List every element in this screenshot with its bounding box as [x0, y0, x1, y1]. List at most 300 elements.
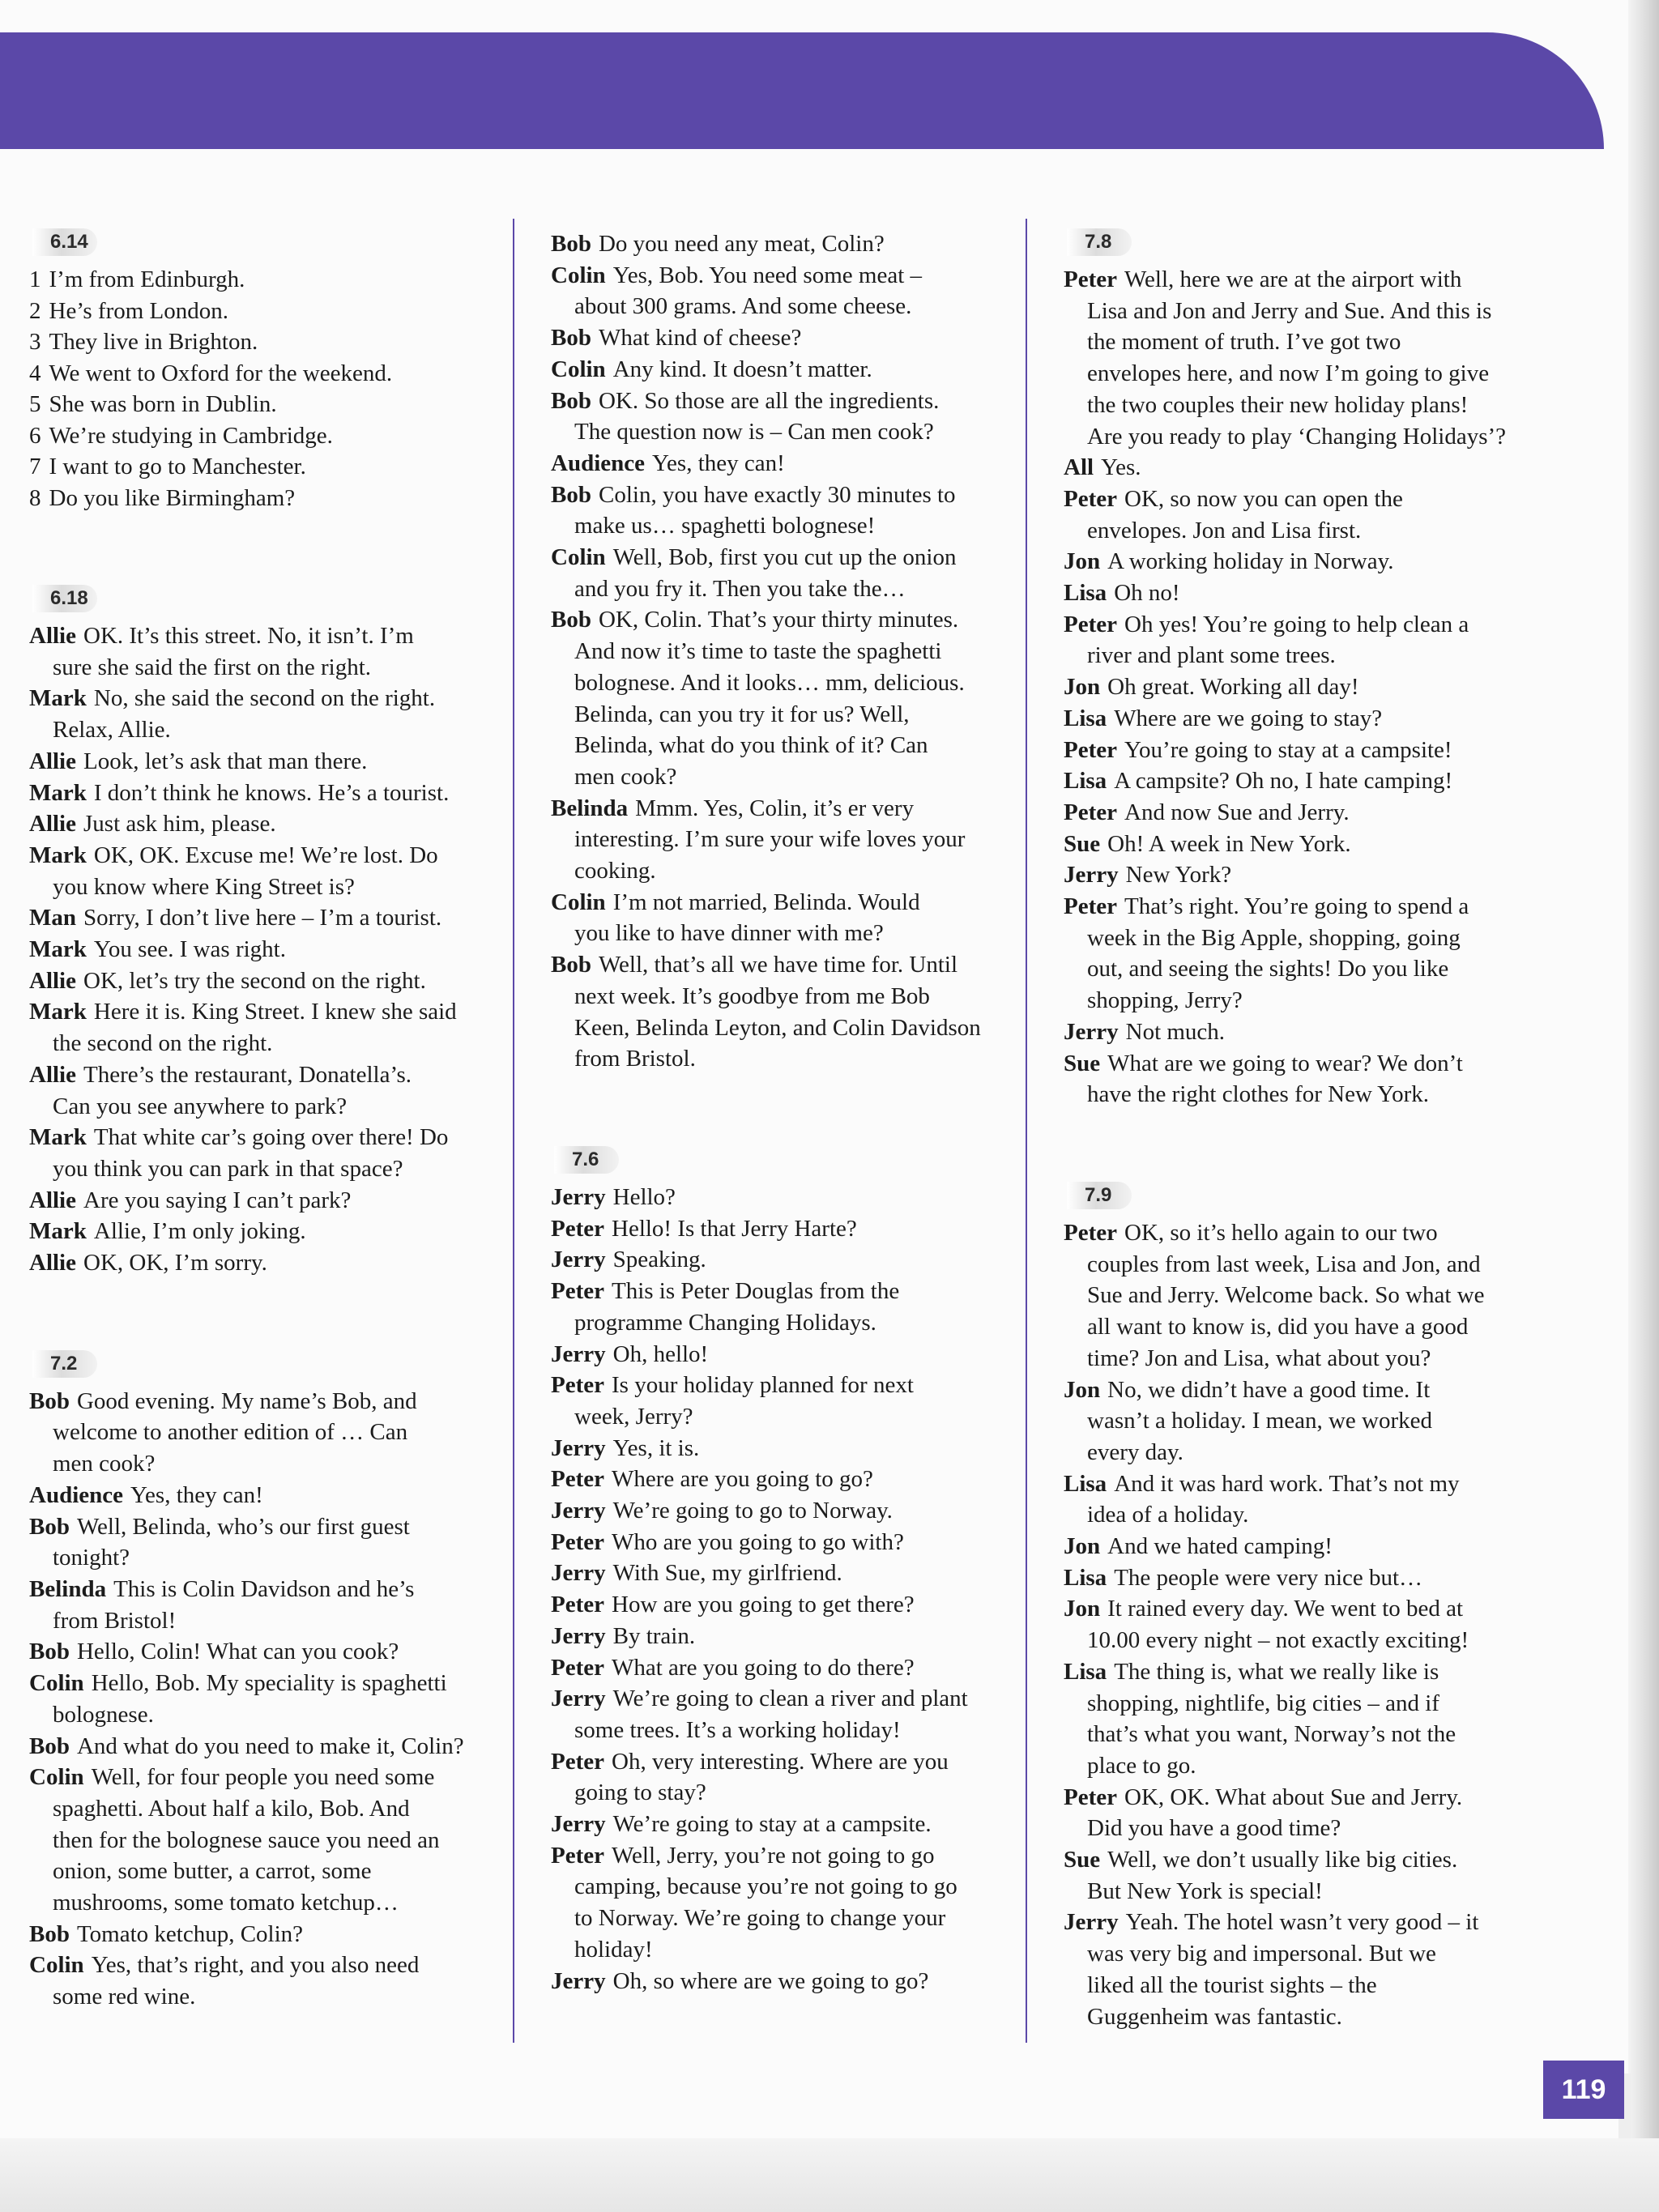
speaker-name: Peter [1064, 736, 1117, 763]
speaker-name: Allie [29, 811, 76, 837]
dialogue-text: place to go. [1087, 1752, 1196, 1779]
dialogue-text: Lisa and Jon and Jerry and Sue. And this is [1087, 297, 1492, 324]
dialogue-line [29, 1731, 515, 1762]
dialogue-line [29, 1793, 515, 1825]
dialogue-text: Oh yes! You’re going to help clean a [1124, 611, 1469, 637]
sentence-number: 1 [29, 266, 41, 292]
dialogue-line [551, 479, 1037, 511]
dialogue-text: OK, OK. Excuse me! We’re lost. Do [93, 842, 438, 868]
dialogue-line [29, 1059, 515, 1091]
dialogue-text: A campsite? Oh no, I hate camping! [1114, 768, 1453, 795]
dialogue-line [551, 1715, 1037, 1746]
dialogue-text: I don’t think he knows. He’s a tourist. [93, 779, 450, 806]
speaker-name: Mark [29, 936, 87, 963]
dialogue-text: you think you can park in that space? [53, 1155, 403, 1182]
dialogue-line [551, 322, 1037, 354]
dialogue-text: Are you saying I can’t park? [83, 1187, 352, 1213]
dialogue-line [1064, 1048, 1550, 1080]
dialogue-text: programme Changing Holidays. [574, 1309, 876, 1336]
sentence-text: Do you like Birmingham? [49, 484, 296, 511]
dialogue-line [1064, 797, 1550, 829]
dialogue-text: We’re going to clean a river and plant [612, 1686, 968, 1712]
dialogue-line [551, 1182, 1037, 1213]
dialogue-line [551, 573, 1037, 605]
speaker-name: Jon [1064, 548, 1101, 575]
speaker-name: Colin [551, 889, 606, 915]
dialogue-line [1064, 421, 1550, 453]
recording-number: 7.9 [1067, 1182, 1132, 1209]
dialogue-line [551, 1043, 1037, 1075]
column-1 [29, 228, 515, 2084]
speaker-name: Mark [29, 999, 87, 1025]
dialogue-text: What are we going to wear? We don’t [1107, 1050, 1463, 1076]
dialogue-text: Can you see anywhere to park? [53, 1093, 348, 1119]
speaker-name: Jerry [1064, 862, 1119, 889]
dialogue-line [551, 1495, 1037, 1527]
dialogue-text: Look, let’s ask that man there. [83, 748, 368, 774]
dialogue-text: make us… spaghetti bolognese! [574, 513, 876, 539]
dialogue-line [1064, 1531, 1550, 1562]
dialogue-text: the moment of truth. I’ve got two [1087, 329, 1401, 356]
sentence-text: I’m from Edinburgh. [49, 266, 245, 292]
speaker-name: All [1064, 454, 1094, 481]
dialogue-line [1064, 1311, 1550, 1343]
dialogue-line [1064, 1405, 1550, 1437]
dialogue-line [551, 291, 1037, 322]
dialogue-line [551, 228, 1037, 260]
dialogue-text: OK, OK, I’m sorry. [83, 1250, 267, 1276]
dialogue-text: bolognese. [53, 1701, 154, 1728]
dialogue-line [29, 652, 515, 684]
dialogue-line [29, 1185, 515, 1217]
dialogue-text: Colin, you have exactly 30 minutes to [598, 481, 956, 508]
speaker-name: Jerry [551, 1622, 606, 1649]
dialogue-line [1064, 923, 1550, 954]
dialogue-text: What kind of cheese? [598, 325, 802, 352]
dialogue-text: idea of a holiday. [1087, 1502, 1249, 1528]
dialogue-text: going to stay? [574, 1779, 706, 1806]
speaker-name: Colin [29, 1764, 84, 1791]
dialogue-text: I’m not married, Belinda. Would [612, 889, 920, 915]
dialogue-text: Yes, they can! [130, 1481, 263, 1508]
dialogue-line [29, 808, 515, 840]
dialogue-text: With Sue, my girlfriend. [612, 1560, 842, 1587]
dialogue-line [29, 1417, 515, 1448]
speaker-name: Peter [551, 1466, 604, 1493]
dialogue-text: Well, Jerry, you’re not going to go [612, 1842, 935, 1869]
dialogue-text: And it was hard work. That’s not my [1114, 1470, 1460, 1497]
dialogue-line [29, 1825, 515, 1856]
dialogue-text: But New York is special! [1087, 1877, 1323, 1904]
speaker-name: Bob [29, 1733, 70, 1759]
dialogue-line [551, 510, 1037, 542]
dialogue-text: week in the Big Apple, shopping, going [1087, 924, 1461, 951]
dialogue-text: The question now is – Can men cook? [574, 419, 934, 445]
dialogue-text: That white car’s going over there! Do [93, 1124, 449, 1151]
sentence-number: 4 [29, 360, 41, 386]
dialogue-line [551, 761, 1037, 793]
dialogue-line [1064, 1844, 1550, 1876]
speaker-name: Bob [551, 231, 591, 257]
speaker-name: Allie [29, 1250, 76, 1276]
dialogue-line [551, 855, 1037, 887]
dialogue-line [551, 981, 1037, 1012]
dialogue-line [551, 918, 1037, 949]
dialogue-text: out, and seeing the sights! Do you like [1087, 956, 1449, 982]
dialogue-text: all want to know is, did you have a good [1087, 1314, 1469, 1340]
numbered-sentence [29, 358, 515, 390]
dialogue-text: By train. [612, 1622, 696, 1649]
dialogue-text: Oh! A week in New York. [1107, 830, 1351, 857]
speaker-name: Colin [551, 356, 606, 382]
dialogue-text: and you fry it. Then you take the… [574, 575, 906, 602]
dialogue-text: Well, here we are at the airport with [1124, 266, 1462, 292]
dialogue-line [29, 778, 515, 809]
dialogue-line [29, 965, 515, 997]
dialogue-text: We’re going to go to Norway. [612, 1498, 893, 1524]
dialogue-text: Oh no! [1114, 580, 1180, 607]
dialogue-line [551, 1464, 1037, 1495]
dialogue-line [1064, 1876, 1550, 1907]
speaker-name: Peter [1064, 485, 1117, 512]
dialogue-line [551, 636, 1037, 667]
dialogue-text: This is Colin Davidson and he’s [113, 1575, 415, 1602]
dialogue-text: couples from last week, Lisa and Jon, and [1087, 1251, 1481, 1277]
dialogue-text: Yes. [1101, 454, 1141, 481]
speaker-name: Lisa [1064, 580, 1107, 607]
dialogue-text: Relax, Allie. [53, 717, 171, 744]
numbered-sentence [29, 326, 515, 358]
dialogue-line [1064, 829, 1550, 860]
dialogue-text: Belinda, what do you think of it? Can [574, 732, 928, 759]
dialogue-text: Belinda, can you try it for us? Well, [574, 701, 910, 727]
dialogue-line [29, 1028, 515, 1059]
dialogue-line [551, 1527, 1037, 1558]
dialogue-line [551, 1433, 1037, 1464]
dialogue-line [1064, 546, 1550, 578]
dialogue-text: about 300 grams. And some cheese. [574, 293, 912, 320]
dialogue-line [29, 1919, 515, 1950]
dialogue-text: Any kind. It doesn’t matter. [612, 356, 872, 382]
dialogue-line [551, 699, 1037, 731]
dialogue-text: OK, OK. What about Sue and Jerry. [1124, 1784, 1463, 1810]
dialogue-text: The thing is, what we really like is [1114, 1658, 1439, 1685]
dialogue-line [551, 1401, 1037, 1433]
speaker-name: Man [29, 905, 76, 931]
speaker-name: Bob [551, 607, 591, 633]
speaker-name: Sue [1064, 1050, 1101, 1076]
speaker-name: Jerry [551, 1498, 606, 1524]
dialogue-line [29, 620, 515, 652]
speaker-name: Mark [29, 685, 87, 712]
dialogue-line [29, 1981, 515, 2013]
dialogue-text: was very big and impersonal. But we [1087, 1941, 1436, 1967]
dialogue-line [551, 1903, 1037, 1934]
dialogue-text: Who are you going to go with? [612, 1528, 904, 1555]
numbered-sentence [29, 389, 515, 420]
dialogue-line [1064, 1782, 1550, 1813]
dialogue-line [1064, 578, 1550, 609]
dialogue-text: A working holiday in Norway. [1107, 548, 1394, 575]
speaker-name: Peter [1064, 266, 1117, 292]
dialogue-text: then for the bolognese sauce you need an [53, 1826, 440, 1853]
dialogue-line [29, 1856, 515, 1887]
dialogue-text: some trees. It’s a working holiday! [574, 1716, 901, 1743]
dialogue-text: shopping, nightlife, big cities – and if [1087, 1690, 1439, 1716]
speaker-name: Bob [29, 1920, 70, 1947]
speaker-name: Mark [29, 1124, 87, 1151]
dialogue-line [551, 1244, 1037, 1276]
dialogue-text: OK. So those are all the ingredients. [598, 387, 940, 414]
dialogue-text: envelopes. Jon and Lisa first. [1087, 517, 1362, 543]
dialogue-line [1064, 1813, 1550, 1844]
dialogue-line [551, 667, 1037, 699]
dialogue-text: liked all the tourist sights – the [1087, 1971, 1377, 1998]
dialogue-text: to Norway. We’re going to change your [574, 1905, 946, 1932]
speaker-name: Jerry [551, 1811, 606, 1838]
dialogue-line [551, 1558, 1037, 1589]
dialogue-text: the second on the right. [53, 1030, 273, 1057]
dialogue-line [29, 1574, 515, 1605]
dialogue-text: sure she said the first on the right. [53, 654, 372, 680]
dialogue-line [1064, 2001, 1550, 2033]
dialogue-text: spaghetti. About half a kilo, Bob. And [53, 1795, 410, 1822]
numbered-sentence [29, 420, 515, 452]
dialogue-line [29, 1153, 515, 1185]
dialogue-text: Yeah. The hotel wasn’t very good – it [1125, 1909, 1479, 1936]
speaker-name: Audience [29, 1481, 123, 1508]
speaker-name: Allie [29, 967, 76, 994]
dialogue-text: Good evening. My name’s Bob, and [76, 1387, 417, 1414]
sentence-text: We’re studying in Cambridge. [49, 422, 333, 449]
dialogue-text: 10.00 every night – not exactly exciting! [1087, 1627, 1469, 1654]
dialogue-text: Yes, they can! [652, 450, 785, 476]
dialogue-line [551, 1012, 1037, 1044]
dialogue-line [29, 746, 515, 778]
dialogue-line [1064, 1938, 1550, 1970]
dialogue-text: you like to have dinner with me? [574, 920, 884, 947]
dialogue-text: Yes, Bob. You need some meat – [612, 262, 923, 288]
dialogue-line [551, 1777, 1037, 1809]
dialogue-line [1064, 1437, 1550, 1468]
dialogue-line [551, 793, 1037, 825]
speaker-name: Allie [29, 623, 76, 649]
sentence-number: 6 [29, 422, 41, 449]
dialogue-text: camping, because you’re not going to go [574, 1873, 957, 1900]
speaker-name: Mark [29, 842, 87, 868]
dialogue-text: That’s right. You’re going to spend a [1124, 893, 1469, 920]
dialogue-text: bolognese. And it looks… mm, delicious. [574, 669, 965, 696]
speaker-name: Colin [29, 1670, 84, 1697]
speaker-name: Peter [551, 1592, 604, 1618]
dialogue-line [1064, 1499, 1550, 1531]
dialogue-text: Well, that’s all we have time for. Until [598, 952, 958, 978]
dialogue-text: holiday! [574, 1936, 653, 1963]
dialogue-text: The people were very nice but… [1114, 1564, 1423, 1591]
dialogue-line [551, 1589, 1037, 1621]
dialogue-line [1064, 1719, 1550, 1750]
dialogue-text: Well, we don’t usually like big cities. [1107, 1847, 1458, 1873]
dialogue-line [551, 1370, 1037, 1401]
dialogue-text: OK, so it’s hello again to our two [1124, 1219, 1438, 1246]
speaker-name: Lisa [1064, 705, 1107, 731]
dialogue-line [29, 1122, 515, 1153]
dialogue-text: Well, for four people you need some [91, 1764, 435, 1791]
speaker-name: Jerry [551, 1434, 606, 1461]
dialogue-line [29, 1511, 515, 1543]
dialogue-line [1064, 1688, 1550, 1720]
dialogue-line [551, 1934, 1037, 1966]
speaker-name: Jerry [551, 1686, 606, 1712]
header-band [0, 32, 1604, 149]
dialogue-line [29, 1636, 515, 1668]
dialogue-line [1064, 859, 1550, 891]
dialogue-text: wasn’t a holiday. I mean, we worked [1087, 1408, 1433, 1434]
dialogue-text: We’re going to stay at a campsite. [612, 1811, 932, 1838]
dialogue-line [551, 1213, 1037, 1245]
dialogue-text: This is Peter Douglas from the [612, 1278, 900, 1305]
dialogue-text: Do you need any meat, Colin? [598, 231, 885, 257]
dialogue-line [29, 1247, 515, 1279]
dialogue-text: Guggenheim was fantastic. [1087, 2003, 1342, 2030]
recording-number: 7.8 [1067, 228, 1132, 256]
dialogue-line [29, 1091, 515, 1123]
dialogue-text: Where are we going to stay? [1114, 705, 1383, 731]
speaker-name: Sue [1064, 1847, 1101, 1873]
speaker-name: Belinda [29, 1575, 107, 1602]
dialogue-text: It rained every day. We went to bed at [1107, 1596, 1464, 1622]
speaker-name: Peter [551, 1528, 604, 1555]
dialogue-text: cooking. [574, 858, 656, 884]
speaker-name: Belinda [551, 795, 629, 821]
dialogue-line [1064, 953, 1550, 985]
dialogue-line [29, 1605, 515, 1637]
speaker-name: Bob [29, 1513, 70, 1540]
dialogue-text: Oh, so where are we going to go? [612, 1967, 929, 1994]
speaker-name: Colin [551, 544, 606, 571]
dialogue-text: No, she said the second on the right. [93, 685, 436, 712]
dialogue-text: OK, so now you can open the [1124, 485, 1403, 512]
speaker-name: Peter [1064, 1219, 1117, 1246]
dialogue-line [29, 1216, 515, 1247]
dialogue-text: from Bristol! [53, 1607, 177, 1634]
speaker-name: Audience [551, 450, 645, 476]
dialogue-line [29, 683, 515, 714]
speaker-name: Colin [551, 262, 606, 288]
dialogue-line [1064, 703, 1550, 735]
dialogue-line [1064, 1079, 1550, 1110]
dialogue-text: Yes, it is. [612, 1434, 700, 1461]
dialogue-line [551, 1966, 1037, 1997]
dialogue-text: Yes, that’s right, and you also need [91, 1952, 420, 1979]
speaker-name: Bob [551, 387, 591, 414]
sentence-number: 3 [29, 329, 41, 355]
dialogue-line [1064, 640, 1550, 671]
dialogue-line [29, 872, 515, 903]
dialogue-text: You’re going to stay at a campsite! [1124, 736, 1452, 763]
dialogue-line [1064, 1375, 1550, 1406]
dialogue-line [1064, 1907, 1550, 1938]
dialogue-text: How are you going to get there? [612, 1592, 915, 1618]
dialogue-line [551, 949, 1037, 981]
dialogue-line [1064, 452, 1550, 484]
sentence-number: 2 [29, 297, 41, 324]
dialogue-line [1064, 1016, 1550, 1048]
speaker-name: Jerry [551, 1340, 606, 1367]
dialogue-text: envelopes here, and now I’m going to give [1087, 360, 1490, 387]
dialogue-text: some red wine. [53, 1984, 196, 2010]
dialogue-line [551, 824, 1037, 855]
speaker-name: Peter [551, 1278, 604, 1305]
speaker-name: Allie [29, 1061, 76, 1088]
dialogue-line [551, 1276, 1037, 1307]
dialogue-line [1064, 765, 1550, 797]
speaker-name: Jerry [551, 1967, 606, 1994]
dialogue-line [29, 1480, 515, 1511]
dialogue-line [29, 1542, 515, 1574]
dialogue-line [1064, 1249, 1550, 1281]
dialogue-line [29, 1950, 515, 1981]
dialogue-line [551, 1746, 1037, 1778]
dialogue-text: Are you ready to play ‘Changing Holidays’? [1087, 423, 1507, 450]
dialogue-line [551, 1871, 1037, 1903]
dialogue-line [551, 1809, 1037, 1840]
recording-number: 7.2 [32, 1350, 97, 1378]
speaker-name: Allie [29, 1187, 76, 1213]
dialogue-text: next week. It’s goodbye from me Bob [574, 982, 930, 1009]
dialogue-line [1064, 1217, 1550, 1249]
transcript-section [551, 228, 1037, 1075]
sentence-text: He’s from London. [49, 297, 228, 324]
dialogue-line [1064, 264, 1550, 296]
dialogue-text: OK, Colin. That’s your thirty minutes. [598, 607, 959, 633]
sentence-number: 5 [29, 391, 41, 417]
speaker-name: Mark [29, 1218, 87, 1245]
dialogue-line [1064, 891, 1550, 923]
transcript-section [29, 1350, 515, 2013]
dialogue-line [551, 386, 1037, 417]
dialogue-line [1064, 671, 1550, 703]
speaker-name: Bob [551, 952, 591, 978]
speaker-name: Jerry [551, 1247, 606, 1273]
dialogue-line [551, 416, 1037, 448]
column-2 [551, 228, 1037, 2068]
dialogue-line [551, 448, 1037, 479]
speaker-name: Jon [1064, 674, 1101, 701]
dialogue-line [29, 1699, 515, 1731]
dialogue-text: Speaking. [612, 1247, 706, 1273]
dialogue-line [29, 1386, 515, 1417]
dialogue-line [29, 1668, 515, 1699]
transcript-section [29, 228, 515, 514]
page-number: 119 [1543, 2061, 1624, 2119]
speaker-name: Lisa [1064, 1470, 1107, 1497]
dialogue-text: shopping, Jerry? [1087, 987, 1243, 1014]
dialogue-text: No, we didn’t have a good time. It [1107, 1376, 1431, 1403]
dialogue-line [1064, 1625, 1550, 1656]
dialogue-line [1064, 1656, 1550, 1688]
dialogue-text: interesting. I’m sure your wife loves your [574, 826, 966, 853]
dialogue-text: Well, Belinda, who’s our first guest [76, 1513, 410, 1540]
sentence-number: 7 [29, 454, 41, 479]
page-edge [1628, 0, 1659, 2212]
dialogue-line [29, 714, 515, 746]
speaker-name: Mark [29, 779, 87, 806]
dialogue-text: welcome to another edition of … Can [53, 1419, 408, 1446]
speaker-name: Peter [1064, 611, 1117, 637]
dialogue-text: every day. [1087, 1438, 1183, 1465]
speaker-name: Peter [1064, 893, 1117, 920]
